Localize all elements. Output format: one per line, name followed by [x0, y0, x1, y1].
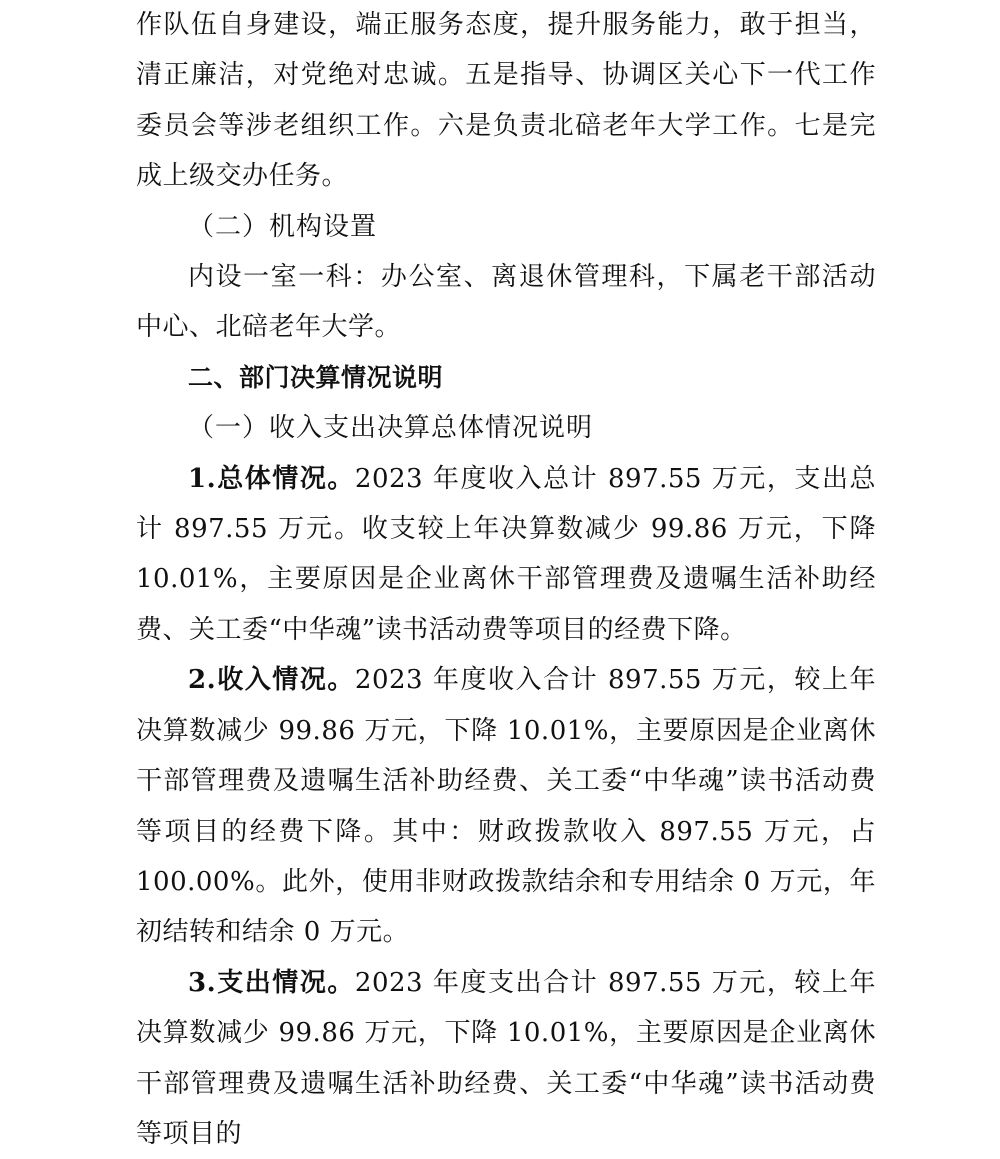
expense-text: 2023 年度支出合计 897.55 万元，较上年决算数减少 99.86 万元，下降 10.01%，主要原因是企业离休干部管理费及遗嘱生活补助经费、关工委“中华魂”读书活动费等项目的 — [136, 967, 876, 1149]
income-text: 2023 年度收入合计 897.55 万元，较上年决算数减少 99.86 万元，下降 10.01%，主要原因是企业离休干部管理费及遗嘱生活补助经费、关工委“中华魂”读书活动费等项目的经费下降。其中：财政拨款收入 897.55 万元，占 100.00%。此外，使用非财政拨款结余和专用结余 0 万元，年初结转和结余 0 万元。 — [136, 665, 876, 948]
paragraph-expense — [136, 958, 876, 1159]
heading-final-accounts: 二、部门决算情况说明 — [188, 362, 444, 392]
paragraph-income — [136, 655, 876, 957]
document-page — [136, 0, 876, 1159]
paragraph-org-structure: 内设一室一科：办公室、离退休管理科，下属老干部活动中心、北碚老年大学。 — [136, 262, 876, 343]
paragraph-overall — [136, 454, 876, 656]
heading-income-expense-overview: （一）收入支出决算总体情况说明 — [188, 413, 594, 444]
overall-lead: 1.总体情况。 — [188, 463, 355, 494]
heading-org-structure: （二）机构设置 — [188, 211, 378, 242]
paragraph-duties-continued: 作队伍自身建设，端正服务态度，提升服务能力，敢于担当，清正廉洁，对党绝对忠诚。五是指导、协调区关心下一代工作委员会等涉老组织工作。六是负责北碚老年大学工作。七是完成上级交办任务。 — [136, 10, 876, 192]
overall-text: 2023 年度收入总计 897.55 万元，支出总计 897.55 万元。收支较上年决算数减少 99.86 万元，下降 10.01%，主要原因是企业离休干部管理费及遗嘱生活补助经费、关工委“中华魂”读书活动费等项目的经费下降。 — [136, 463, 876, 645]
income-lead: 2.收入情况。 — [188, 665, 355, 696]
expense-lead: 3.支出情况。 — [188, 967, 355, 998]
